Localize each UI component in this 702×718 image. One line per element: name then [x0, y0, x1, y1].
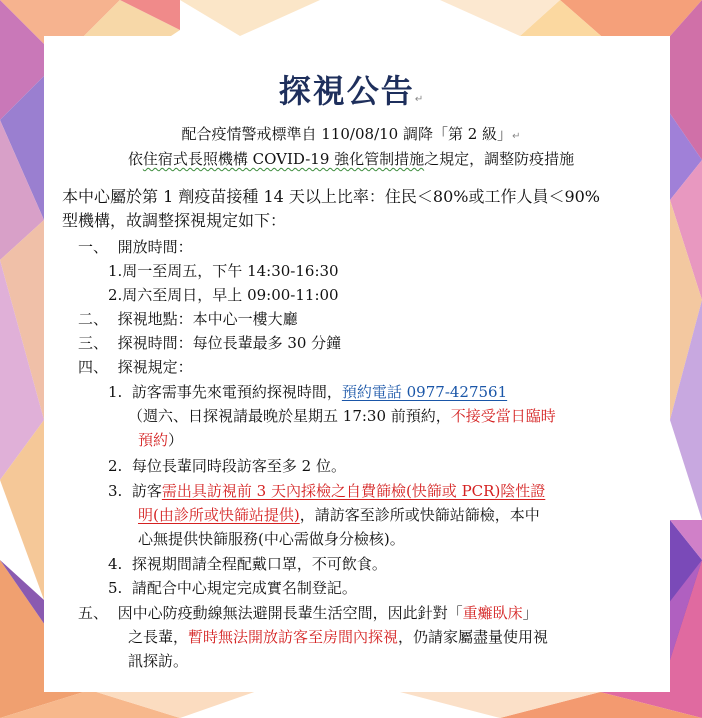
section-2: 二、 探視地點：本中心一樓大廳 [78, 310, 298, 328]
section-5-line-3: 訊探訪。 [128, 652, 189, 670]
section-4-heading: 四、 探視規定： [78, 358, 193, 376]
rule-5: 5. 請配合中心規定完成實名制登記。 [108, 579, 357, 597]
intro-line-2: 型機構，故調整探視規定如下： [62, 211, 287, 230]
return-mark: ↵ [414, 94, 424, 105]
rule-1-line-2: （週六、日探視請最晚於星期五 17:30 前預約，不接受當日臨時 [128, 407, 556, 425]
rule-1-line-3: 預約） [138, 431, 184, 449]
rule-4: 4. 探視期間請全程配戴口罩，不可飲食。 [108, 555, 387, 573]
section-1-item-2: 2.周六至周日，早上 09:00-11:00 [108, 286, 339, 304]
rule-3-line-2: 明(由診所或快篩站提供)，請訪客至診所或快篩站篩檢，本中 [138, 506, 540, 524]
subtitle-line-1: 配合疫情警戒標準自 110/08/10 調降「第 2 級」↵ [181, 125, 521, 143]
regulation-name: 住宿式長照機構 COVID-19 強化管制措施 [142, 150, 425, 168]
rule-3-line-3: 心無提供快篩服務(中心需做身分檢核)。 [138, 530, 405, 548]
rule-2: 2. 每位長輩同時段訪客至多 2 位。 [108, 457, 346, 475]
section-1-heading: 一、 開放時間： [78, 238, 193, 256]
rule-3-line-1: 3. 訪客需出具訪視前 3 天內採檢之自費篩檢(快篩或 PCR)陰性證 [108, 482, 546, 500]
intro-line-1: 本中心屬於第 1 劑疫苗接種 14 天以上比率：住民＜80%或工作人員＜90% [62, 187, 601, 206]
section-5-line-2: 之長輩，暫時無法開放訪客至房間內探視，仍請家屬盡量使用視 [128, 628, 549, 646]
subtitle-line-2: 依住宿式長照機構 COVID-19 強化管制措施之規定，調整防疫措施 [127, 150, 575, 168]
reservation-phone: 預約電話 0977-427561 [341, 383, 508, 401]
section-3: 三、 探視時間：每位長輩最多 30 分鐘 [78, 334, 342, 352]
page-title: 探視公告↵ [278, 72, 424, 110]
section-5-line-1: 五、 因中心防疫動線無法避開長輩生活空間，因此針對「重癱臥床」 [78, 604, 538, 622]
section-1-item-1: 1.周一至周五，下午 14:30-16:30 [108, 262, 339, 280]
rule-1-line-1: 1. 訪客需事先來電預約探視時間，預約電話 0977-427561 [108, 383, 508, 401]
